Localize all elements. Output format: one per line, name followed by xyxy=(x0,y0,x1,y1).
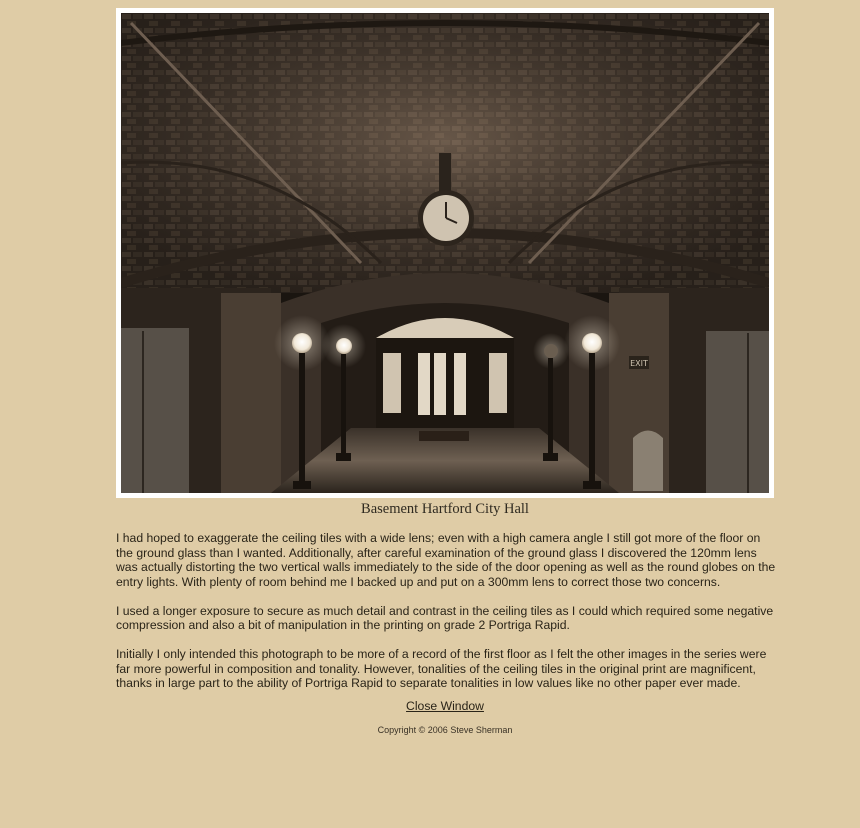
paragraph-exposure: I used a longer exposure to secure as much detail and contrast in the ceiling tiles as I could which required some negative compression and also a bit of manipulation in the printing on grade 2 Portriga Rapid. xyxy=(116,603,774,633)
photo-frame xyxy=(116,8,774,498)
paragraph-lens: I had hoped to exaggerate the ceiling tiles with a wide lens; even with a high camera angle I still got more of the floor on the ground glass than I wanted. Additionally, after careful examination of the ground glass I discovered the 120mm lens was actually distorting the two vertical walls immediately to the side of the door opening as well as the round globes on the entry lights. With plenty of room behind me I backed up and put on a 300mm lens to correct those two concerns. xyxy=(116,531,776,589)
photo-caption: Basement Hartford City Hall xyxy=(361,501,529,517)
copyright-notice: Copyright © 2006 Steve Sherman xyxy=(377,725,513,735)
description-text xyxy=(116,531,776,705)
close-window-container xyxy=(116,699,774,713)
close-window-link[interactable]: Close Window xyxy=(406,699,484,713)
hallway-photo xyxy=(121,13,769,493)
exit-sign-text: EXIT xyxy=(630,359,648,368)
paragraph-intent: Initially I only intended this photograph to be more of a record of the first floor as I felt the other images in the series were far more powerful in composition and tonality. However, tonalities of the ceiling tiles in the original print are magnificent, thanks in large part to the ability of Portriga Rapid to separate tonalities in low values like no other paper ever made. xyxy=(116,646,767,691)
